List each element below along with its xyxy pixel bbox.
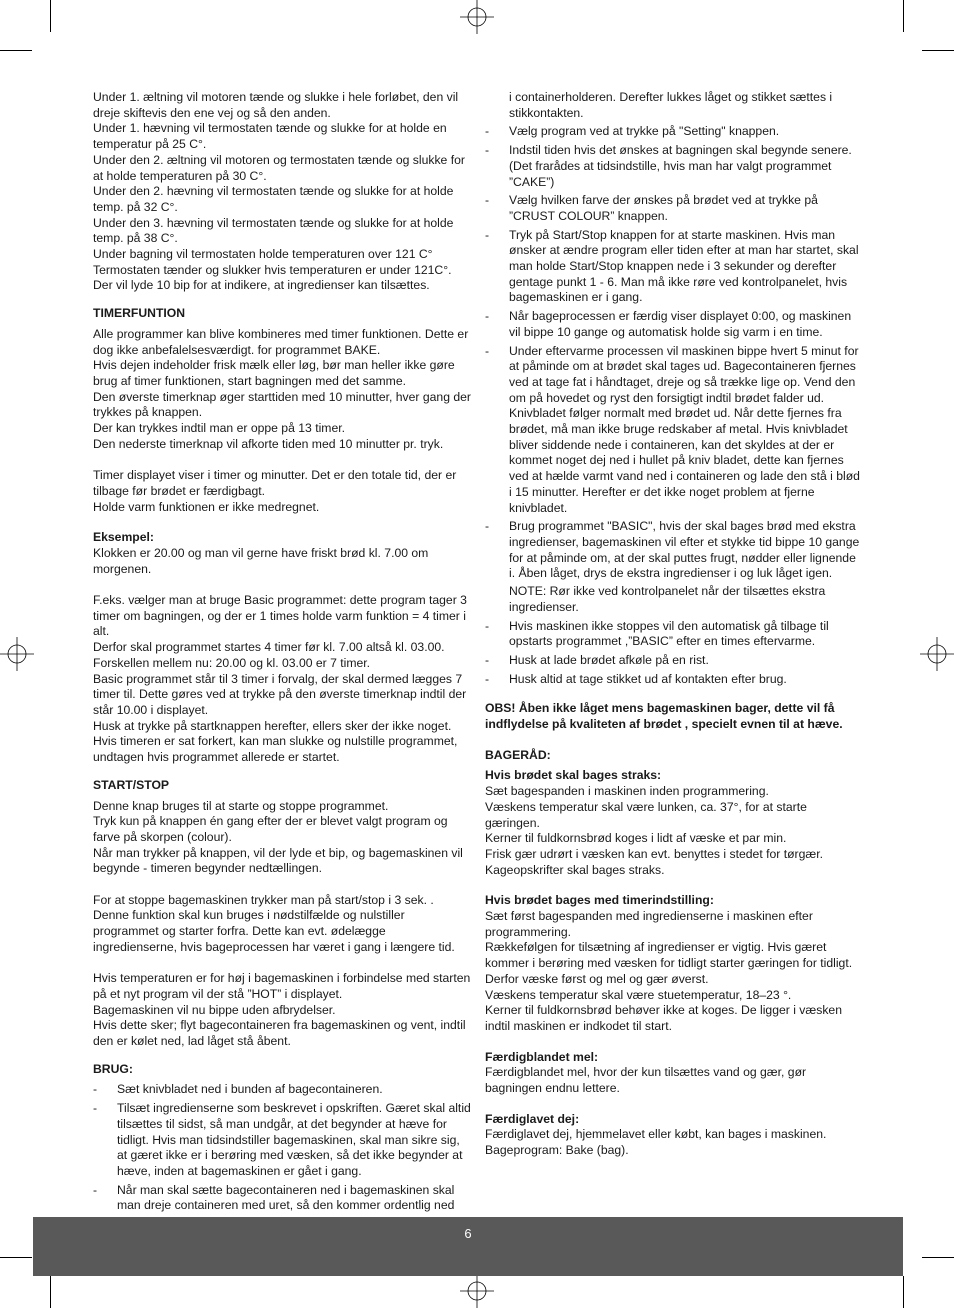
paragraph-line: Denne knap bruges til at starte og stoppe programmet. bbox=[93, 798, 389, 813]
intro-line: Under den 3. hævning vil termostaten tænde og slukke for at holde temp. på 38 C°. bbox=[93, 215, 454, 246]
crop-mark bbox=[50, 1276, 51, 1308]
paragraph-line: Denne funktion skal kun bruges i nødstilfælde og nulstiller programmet og starter forfra. Dette kan evt. ødelægge ingredienserne, hvis bageprocessen har været i gang i længere tid. bbox=[93, 908, 455, 954]
list-item-text: Brug programmet "BASIC", hvis der skal bages brød med ekstra ingredienser, bagemaskinen vil efter et stykke tid bippe 10 gange for at påminde om, at der skal puttes frugt, nødder eller lignende i. Åben låget, drys de ekstra ingredienser i og luk låget igen. bbox=[509, 519, 860, 581]
list-item: - Husk altid at tage stikket ud af kontakten efter brug. bbox=[485, 672, 863, 688]
note-text: NOTE: Rør ikke ved kontrolpanelet når der tilsættes ekstra ingredienser. bbox=[509, 584, 826, 614]
paragraph-line: Rækkefølgen for tilsætning af ingredienser er vigtig. Hvis gæret kommer i berøring med væsken for tidligt starter gæringen for tidligt. Derfor væske først og mel og gær øverst. bbox=[485, 940, 853, 986]
paragraph-line: For at stoppe bagemaskinen trykker man på start/stop i 3 sek. . bbox=[93, 892, 434, 907]
list-item: - Tryk på Start/Stop knappen for at starte maskinen. Hvis man ønsker at ændre program eller tiden efter at man har startet, skal man holde Start/Stop knappen nede i 3 sekunder og derefter gentage punkt 1 - 6. Man må ikke røre ved kontrolpanelet, hvis bagemaskinen er i gang. bbox=[485, 228, 863, 307]
paragraph-line: Kerner til fuldkornsbrød koges i lidt af væske et par min. bbox=[485, 831, 787, 846]
paragraph-line: Væskens temperatur skal være lunken, ca. 37°, for at starte gæringen. bbox=[485, 799, 807, 830]
paragraph-line: Alle programmer kan blive kombineres med timer funktionen. Dette er dog ikke anbefalelsesværdigt. for programmet BAKE. bbox=[93, 326, 469, 357]
list-item: - Når man skal sætte bagecontaineren ned i bagemaskinen skal man dreje containeren med uret, så den kommer ordentlig ned bbox=[93, 1183, 471, 1214]
mel-heading: Færdigblandet mel: bbox=[485, 1049, 599, 1064]
paragraph-line: Basic programmet står til 3 timer i forvalg, der skal dermed lægges 7 timer til. Dette gøres ved at trykke på den øverste timerknap indtil der står 10.00 i displayet. bbox=[93, 671, 467, 717]
paragraph-line: Tryk kun på knappen én gang efter der er blevet valgt program og farve på skorpen (colour). bbox=[93, 814, 448, 844]
list-item: - Hvis maskinen ikke stoppes vil den automatisk gå tilbage til opstarts programmet ,”BASIC” efter en times eftervarme. bbox=[485, 619, 863, 650]
list-item: - Sæt knivbladet ned i bunden af bagecontaineren. bbox=[93, 1082, 471, 1098]
bagerad-heading: BAGERÅD: bbox=[485, 747, 551, 762]
list-item: - Indstil tiden hvis det ønskes at bagningen skal begynde senere. (Det frarådes at tidsindstille, hvis man har valgt programmet ”CAKE”) bbox=[485, 143, 863, 190]
intro-line: Under den 2. hævning vil termostaten tænde og slukke for at holde temp. på 32 C°. bbox=[93, 184, 454, 214]
intro-line: Under den 2. æltning vil motoren og termostaten tænde og slukke for at holde temperaturen på 30 C°. bbox=[93, 152, 465, 183]
dej-heading: Færdiglavet dej: bbox=[485, 1111, 580, 1126]
straks-heading: Hvis brødet skal bages straks: bbox=[485, 768, 662, 783]
list-item: - Husk at lade brødet afkøle på en rist. bbox=[485, 653, 863, 669]
paragraph-line: Væskens temperatur skal være stuetemperatur, 18–23 °. bbox=[485, 987, 792, 1002]
list-item-continuation: i containerholderen. Derefter lukkes låget og stikket sættes i stikkontakten. bbox=[509, 90, 833, 120]
paragraph-line: Timer displayet viser i timer og minutter. Det er den totale tid, der er tilbage før brødet er færdigbagt. bbox=[93, 468, 457, 498]
paragraph-line: Den nederste timerknap vil afkorte tiden med 10 minutter pr. tryk. bbox=[93, 436, 444, 451]
list-item: - Vælg program ved at trykke på "Setting" knappen. bbox=[485, 124, 863, 140]
crop-mark bbox=[0, 1257, 32, 1258]
paragraph-line: Klokken er 20.00 og man vil gerne have friskt brød kl. 7.00 om morgenen. bbox=[93, 545, 429, 576]
registration-mark-icon bbox=[460, 0, 494, 34]
paragraph-line: Frisk gær udrørt i væsken kan evt. benyttes i stedet for tørgær. bbox=[485, 846, 823, 861]
intro-line: Under bagning vil termostaten holde temperaturen over 121 C° Termostaten tænder og slukker hvis temperaturen er under 121C°. Der vil lyde 10 bip for at indikere, at ingredienser kan tilsættes. bbox=[93, 247, 452, 293]
paragraph-line: Bageprogram: Bake (bag). bbox=[485, 1143, 629, 1158]
crop-mark bbox=[0, 50, 32, 51]
list-item: - Når bageprocessen er færdig viser displayet 0:00, og maskinen vil bippe 10 gange og automatisk holde sig varm i en time. bbox=[485, 309, 863, 340]
registration-mark-icon bbox=[0, 637, 34, 671]
crop-mark bbox=[922, 50, 954, 51]
paragraph-line: Hvis temperaturen er for høj i bagemaskinen i forbindelse med starten på et nyt program vil der stå ”HOT” i displayet. bbox=[93, 971, 471, 1001]
paragraph-line: Sæt bagespanden i maskinen inden programmering. bbox=[485, 784, 769, 799]
registration-mark-icon bbox=[920, 637, 954, 671]
crop-mark bbox=[922, 1257, 954, 1258]
left-column bbox=[93, 90, 471, 1217]
paragraph-line: Sæt først bagespanden med ingredienserne i maskinen efter programmering. bbox=[485, 909, 813, 939]
crop-mark bbox=[903, 0, 904, 32]
paragraph-line: Husk at trykke på startknappen herefter, ellers sker der ikke noget. bbox=[93, 718, 452, 733]
paragraph-line: Forskellen mellem nu: 20.00 og kl. 03.00 er 7 timer. bbox=[93, 655, 371, 670]
paragraph-line: Når man trykker på knappen, vil der lyde et bip, og bagemaskinen vil begynde - timeren begynder nedtællingen. bbox=[93, 845, 463, 876]
paragraph-line: Derfor skal programmet startes 4 timer før kl. 7.00 altså kl. 03.00. bbox=[93, 640, 445, 655]
paragraph-line: Holde varm funktionen er ikke medregnet. bbox=[93, 499, 320, 514]
paragraph-line: Hvis dette sker; flyt bagecontaineren fra bagemaskinen og vent, indtil den er kølet ned, lad låget stå åbent. bbox=[93, 1018, 466, 1049]
right-column bbox=[485, 90, 863, 1159]
paragraph-line: Bagemaskinen vil nu bippe uden afbrydelser. bbox=[93, 1002, 336, 1017]
list-item: - Under eftervarme processen vil maskinen bippe hvert 5 minut for at påminde om at brødet skal tages ud. Bagecontaineren fjernes ved at tage fat i håndtaget, dreje og så trække lige op. Vend den om på hovedet og ryst den forsigtigt indtil brødet falder ud. Knivbladet følger normalt med brødet ud. Når dette fjernes fra brødet, må man ikke bruge redskaber af metal. Hvis knivbladet bliver siddende nede i containeren, kan det skyldes at der er kommet noget dej ned i hullet på kniv bladet, dette kan fjernes ved at hælde varmt vand ned i containeren og lade den stå i blød i 15 minutter. Herefter er det ikke noget problem at fjerne knivbladet. bbox=[485, 344, 863, 517]
list-item: - Tilsæt ingredienserne som beskrevet i opskriften. Gæret skal altid tilsættes til sidst, så man undgår, at det begynder at hæve for tidligt. Hvis man tidsindstiller bagemaskinen, skal man sikre sig, at gæret ikke er i berøring med væsken, så det ikke begynder at hæve, inden at bagemaskinen er gået i gang. bbox=[93, 1101, 471, 1180]
intro-line: Under 1. hævning vil termostaten tænde og slukke for at holde en temperatur på 25 C°. bbox=[93, 121, 447, 152]
timer-setting-heading: Hvis brødet bages med timerindstilling: bbox=[485, 893, 714, 908]
paragraph-line: Hvis timeren er sat forkert, kan man slukke og nulstille programmet, undtagen hvis programmet allerede er startet. bbox=[93, 734, 458, 765]
crop-mark bbox=[50, 0, 51, 32]
brug-heading: BRUG: bbox=[93, 1061, 133, 1076]
example-heading: Eksempel: bbox=[93, 530, 154, 545]
footer-bar bbox=[33, 1217, 903, 1276]
intro-line: Under 1. æltning vil motoren tænde og slukke i hele forløbet, den vil dreje skiftevis den ene vej og så den anden. bbox=[93, 90, 459, 120]
obs-warning: OBS! Åben ikke låget mens bagemaskinen bager, dette vil få indflydelse på kvaliteten af brødet , specielt evnen til at hæve. bbox=[485, 701, 843, 732]
brug-list bbox=[93, 1082, 471, 1214]
registration-mark-icon bbox=[460, 1274, 494, 1308]
brug-list-continued bbox=[485, 124, 863, 687]
paragraph-line: Hvis dejen indeholder frisk mælk eller løg, bør man heller ikke gøre brug af timer funktionen, start bagningen med det samme. bbox=[93, 358, 455, 388]
paragraph-line: F.eks. vælger man at bruge Basic programmet: dette program tager 3 timer om bagningen, og der er 1 times holde varm funktion = 4 timer i alt. bbox=[93, 593, 467, 639]
page-number: 6 bbox=[464, 1226, 472, 1241]
paragraph-line: Kerner til fuldkornsbrød behøver ikke at koges. De ligger i væsken indtil maskinen er indkodet til start. bbox=[485, 1003, 842, 1033]
crop-mark bbox=[903, 1276, 904, 1308]
paragraph-line: Den øverste timerknap øger starttiden med 10 minutter, hver gang der trykkes på knappen. bbox=[93, 389, 471, 420]
start-stop-heading: START/STOP bbox=[93, 777, 170, 792]
paragraph-line: Færdigblandet mel, hvor der kun tilsættes vand og gær, gør bagningen endnu lettere. bbox=[485, 1065, 807, 1096]
paragraph-line: Kageopskrifter skal bages straks. bbox=[485, 862, 665, 877]
paragraph-line: Der kan trykkes indtil man er oppe på 13 timer. bbox=[93, 421, 345, 436]
list-item: - Vælg hvilken farve der ønskes på brødet ved at trykke på ”CRUST COLOUR” knappen. bbox=[485, 193, 863, 224]
paragraph-line: Færdiglavet dej, hjemmelavet eller købt, kan bages i maskinen. bbox=[485, 1127, 827, 1142]
timer-heading: TIMERFUNTION bbox=[93, 306, 186, 321]
list-item bbox=[485, 519, 863, 615]
